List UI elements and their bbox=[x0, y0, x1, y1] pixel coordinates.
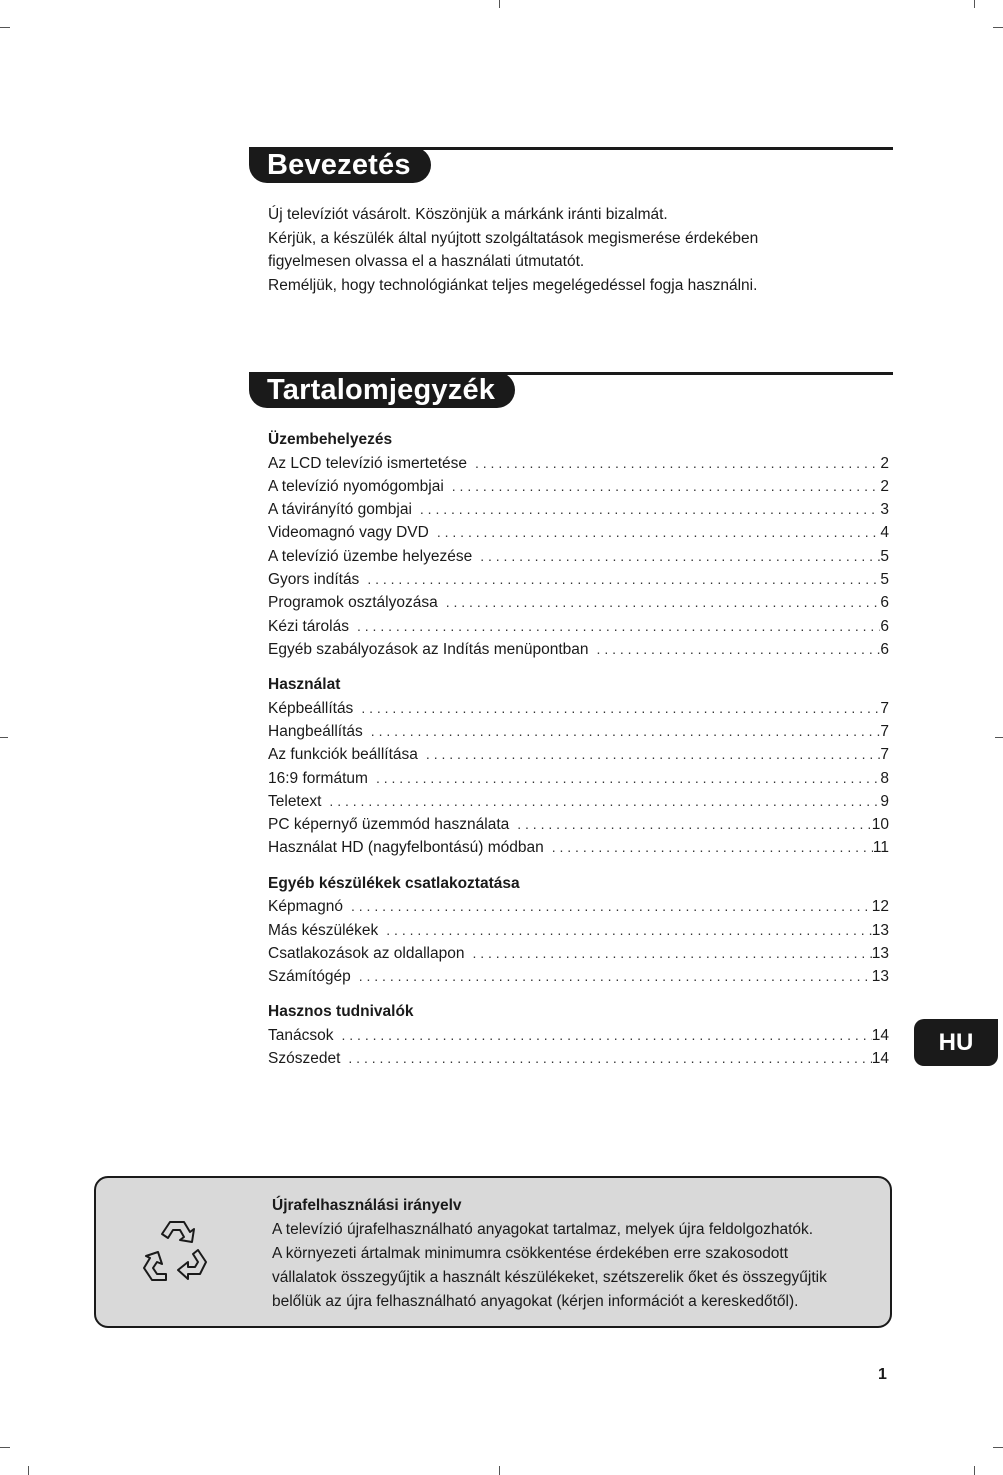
toc-entry-label: Képbeállítás bbox=[268, 699, 354, 717]
toc-entry-label: Hangbeállítás bbox=[268, 722, 363, 740]
toc-entry bbox=[268, 965, 889, 988]
crop-mark bbox=[0, 1447, 10, 1448]
toc-group-title: Üzembehelyezés bbox=[268, 431, 393, 448]
toc-entry-label: Számítógép bbox=[268, 968, 351, 986]
toc-entry bbox=[268, 452, 889, 475]
toc-entry-page: 7 bbox=[880, 746, 889, 764]
recycling-line: vállalatok összegyűjtik a használt készülékeket, szétszerelik őket és összegyűjtik bbox=[272, 1269, 827, 1286]
toc-entry-page: 14 bbox=[871, 1026, 889, 1044]
toc-leader-dots bbox=[376, 767, 880, 790]
toc-entry-page: 9 bbox=[880, 792, 889, 810]
toc-title: Tartalomjegyzék bbox=[249, 372, 515, 408]
toc-entry-page: 11 bbox=[872, 839, 889, 857]
toc-entry-label: A televízió üzembe helyezése bbox=[268, 547, 473, 565]
intro-line: figyelmesen olvassa el a használati útmutatót. bbox=[268, 253, 585, 270]
toc-entry-label: PC képernyő üzemmód használata bbox=[268, 816, 510, 834]
toc-entry bbox=[268, 743, 889, 766]
toc-leader-dots bbox=[371, 720, 881, 743]
toc-entry-label: Programok osztályozása bbox=[268, 594, 438, 612]
toc-entry-page: 13 bbox=[871, 921, 889, 939]
toc-leader-dots bbox=[472, 942, 871, 965]
toc-entry bbox=[268, 615, 889, 638]
toc-entry-page: 5 bbox=[880, 547, 889, 565]
toc-entry bbox=[268, 545, 889, 568]
toc-entry bbox=[268, 836, 889, 859]
crop-mark bbox=[28, 1466, 29, 1475]
toc-leader-dots bbox=[446, 591, 881, 614]
toc-entry bbox=[268, 767, 889, 790]
recycling-line: belőlük az újra felhasználható anyagokat (kérjen információt a kereskedőtől). bbox=[272, 1293, 799, 1310]
toc-entry-page: 13 bbox=[871, 944, 889, 962]
toc-entry-label: Az funkciók beállítása bbox=[268, 746, 418, 764]
toc-entry bbox=[268, 813, 889, 836]
page-number: 1 bbox=[878, 1366, 887, 1383]
toc-entry bbox=[268, 498, 889, 521]
intro-title: Bevezetés bbox=[249, 147, 431, 183]
crop-mark bbox=[0, 737, 8, 738]
toc-entry bbox=[268, 720, 889, 743]
toc-entry-label: 16:9 formátum bbox=[268, 769, 368, 787]
toc-entry-label: Tanácsok bbox=[268, 1026, 334, 1044]
intro-text bbox=[268, 203, 868, 297]
toc-entry-page: 3 bbox=[880, 501, 889, 519]
language-tab: HU bbox=[914, 1019, 998, 1066]
crop-mark bbox=[974, 1466, 975, 1475]
toc-leader-dots bbox=[361, 697, 880, 720]
toc-entry bbox=[268, 638, 889, 661]
toc-entry bbox=[268, 568, 889, 591]
toc-entry-label: Szószedet bbox=[268, 1050, 341, 1068]
toc-leader-dots bbox=[597, 638, 881, 661]
toc-leader-dots bbox=[437, 521, 881, 544]
toc-entry-label: Gyors indítás bbox=[268, 570, 360, 588]
toc-entry-page: 6 bbox=[880, 640, 889, 658]
crop-mark bbox=[993, 1447, 1003, 1448]
toc-leader-dots bbox=[517, 813, 872, 836]
toc-entry-label: Kézi tárolás bbox=[268, 617, 349, 635]
toc-entry-page: 10 bbox=[871, 816, 889, 834]
toc-entry-label: Teletext bbox=[268, 792, 322, 810]
toc-leader-dots bbox=[348, 1047, 871, 1070]
toc-entry-label: Az LCD televízió ismertetése bbox=[268, 454, 467, 472]
toc-entry bbox=[268, 475, 889, 498]
toc-group bbox=[268, 428, 889, 661]
toc-entry-label: Használat HD (nagyfelbontású) módban bbox=[268, 839, 544, 857]
toc-entry-label: A televízió nyomógombjai bbox=[268, 477, 444, 495]
toc-leader-dots bbox=[329, 790, 880, 813]
toc-entry bbox=[268, 1024, 889, 1047]
toc-leader-dots bbox=[420, 498, 880, 521]
toc-entry-page: 14 bbox=[871, 1050, 889, 1068]
toc-leader-dots bbox=[357, 615, 880, 638]
toc-entry bbox=[268, 1047, 889, 1070]
toc-entry-label: Más készülékek bbox=[268, 921, 379, 939]
crop-mark bbox=[499, 1466, 500, 1475]
toc-leader-dots bbox=[359, 965, 872, 988]
toc-entry-page: 2 bbox=[880, 477, 889, 495]
toc-entry-page: 2 bbox=[880, 454, 889, 472]
toc-entry-page: 5 bbox=[880, 570, 889, 588]
crop-mark bbox=[499, 0, 500, 8]
toc-group bbox=[268, 872, 889, 989]
toc-group bbox=[268, 1000, 889, 1070]
toc-entry bbox=[268, 521, 889, 544]
table-of-contents bbox=[268, 428, 889, 1083]
recycling-line: A televízió újrafelhasználható anyagokat tartalmaz, melyek újra feldolgozhatók. bbox=[272, 1221, 814, 1238]
toc-entry-label: A távirányító gombjai bbox=[268, 501, 412, 519]
recycle-icon bbox=[140, 1220, 210, 1290]
toc-group-title: Egyéb készülékek csatlakoztatása bbox=[268, 874, 520, 892]
toc-group-title: Használat bbox=[268, 676, 341, 694]
recycling-title: Újrafelhasználási irányelv bbox=[272, 1197, 462, 1214]
intro-line: Kérjük, a készülék által nyújtott szolgáltatások megismerése érdekében bbox=[268, 229, 759, 247]
crop-mark bbox=[974, 0, 975, 8]
toc-entry bbox=[268, 591, 889, 614]
toc-entry-page: 12 bbox=[871, 898, 889, 916]
toc-entry-page: 7 bbox=[880, 722, 889, 740]
toc-entry-page: 13 bbox=[871, 968, 889, 986]
toc-entry-page: 7 bbox=[880, 699, 889, 717]
toc-entry-label: Képmagnó bbox=[268, 898, 343, 916]
toc-leader-dots bbox=[386, 919, 871, 942]
toc-leader-dots bbox=[367, 568, 880, 591]
toc-entry bbox=[268, 697, 889, 720]
toc-leader-dots bbox=[480, 545, 880, 568]
toc-entry bbox=[268, 919, 889, 942]
toc-leader-dots bbox=[452, 475, 881, 498]
toc-entry-label: Videomagnó vagy DVD bbox=[268, 524, 429, 542]
toc-section-heading bbox=[249, 372, 893, 412]
toc-leader-dots bbox=[341, 1024, 871, 1047]
toc-leader-dots bbox=[426, 743, 880, 766]
intro-section-heading bbox=[249, 147, 893, 187]
toc-leader-dots bbox=[351, 895, 872, 918]
toc-entry-label: Csatlakozások az oldallapon bbox=[268, 944, 465, 962]
toc-entry-label: Egyéb szabályozások az Indítás menüpontban bbox=[268, 640, 589, 658]
recycling-notice bbox=[94, 1176, 892, 1328]
toc-entry-page: 6 bbox=[880, 617, 889, 635]
toc-entry bbox=[268, 942, 889, 965]
recycling-text bbox=[272, 1194, 882, 1314]
toc-entry-page: 8 bbox=[880, 769, 889, 787]
toc-leader-dots bbox=[475, 452, 880, 475]
intro-line: Új televíziót vásárolt. Köszönjük a márkánk iránti bizalmát. bbox=[268, 206, 668, 223]
crop-mark bbox=[0, 27, 10, 28]
intro-line: Reméljük, hogy technológiánkat teljes megelégedéssel fogja használni. bbox=[268, 276, 758, 294]
toc-group bbox=[268, 673, 889, 860]
recycling-line: A környezeti ártalmak minimumra csökkentése érdekében erre szakosodott bbox=[272, 1245, 789, 1262]
toc-entry bbox=[268, 895, 889, 918]
toc-entry-page: 6 bbox=[880, 594, 889, 612]
toc-leader-dots bbox=[552, 836, 873, 859]
toc-group-title: Hasznos tudnivalók bbox=[268, 1003, 414, 1021]
crop-mark bbox=[995, 737, 1003, 738]
toc-entry bbox=[268, 790, 889, 813]
crop-mark bbox=[993, 27, 1003, 28]
toc-entry-page: 4 bbox=[880, 524, 889, 542]
